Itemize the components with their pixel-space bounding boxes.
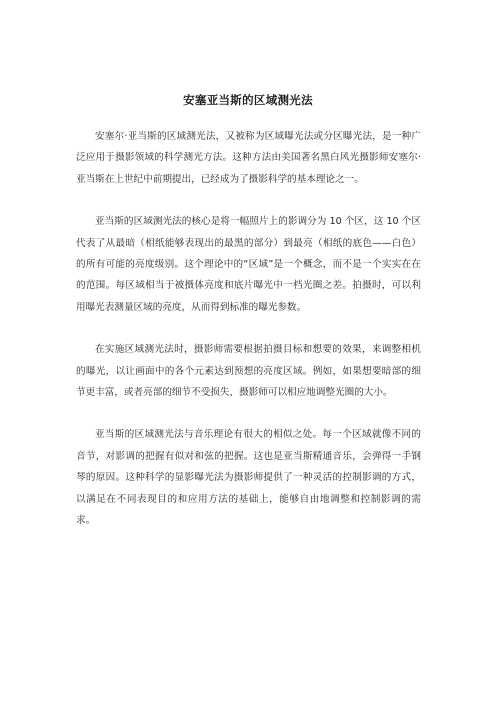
paragraph-2: 亚当斯的区域测光法的核心是将一幅照片上的影调分为 10 个区，这 10 个区代表了从最暗（相纸能够表现出的最黑的部分）到最亮（相纸的底色——白色）的所有可能的亮度级别。这个理论中的“区域”是一个概念，而不是一个实实在在的范围。每区域相当于被摄体亮度和底片曝光中一档光圈之差。拍摄时，可以利用曝光表测量区域的亮度，从而得到标准的曝光参数。 (76, 216, 421, 313)
paragraph-4: 亚当斯的区域测光法与音乐理论有很大的相似之处。每一个区域就像不同的音节，对影调的把握有似对和弦的把握。这也是亚当斯精通音乐，会弹得一手钢琴的原因。这种科学的显影曝光法为摄影师提供了一种灵活的控制影调的方式，以满足在不同表现目的和应用方法的基础上，能够自由地调整和控制影调的需求。 (76, 429, 421, 527)
paragraph-1: 安塞尔·亚当斯的区域测光法，又被称为区域曝光法或分区曝光法，是一种广泛应用于摄影领域的科学测光方法。这种方法由美国著名黑白风光摄影师安塞尔·亚当斯在上世纪中前期提出，已经成为了摄影科学的基本理论之一。 (76, 131, 421, 185)
document-body (76, 126, 421, 553)
paragraph-3: 在实施区域测光法时，摄影师需要根据拍摄目标和想要的效果，来调整相机的曝光，以让画面中的各个元素达到预想的亮度区域。例如，如果想要暗部的细节更丰富，或者亮部的细节不受损失，摄影师可以相应地调整光圈的大小。 (76, 344, 421, 399)
document-title: 安塞亚当斯的区域测光法 (183, 93, 313, 107)
